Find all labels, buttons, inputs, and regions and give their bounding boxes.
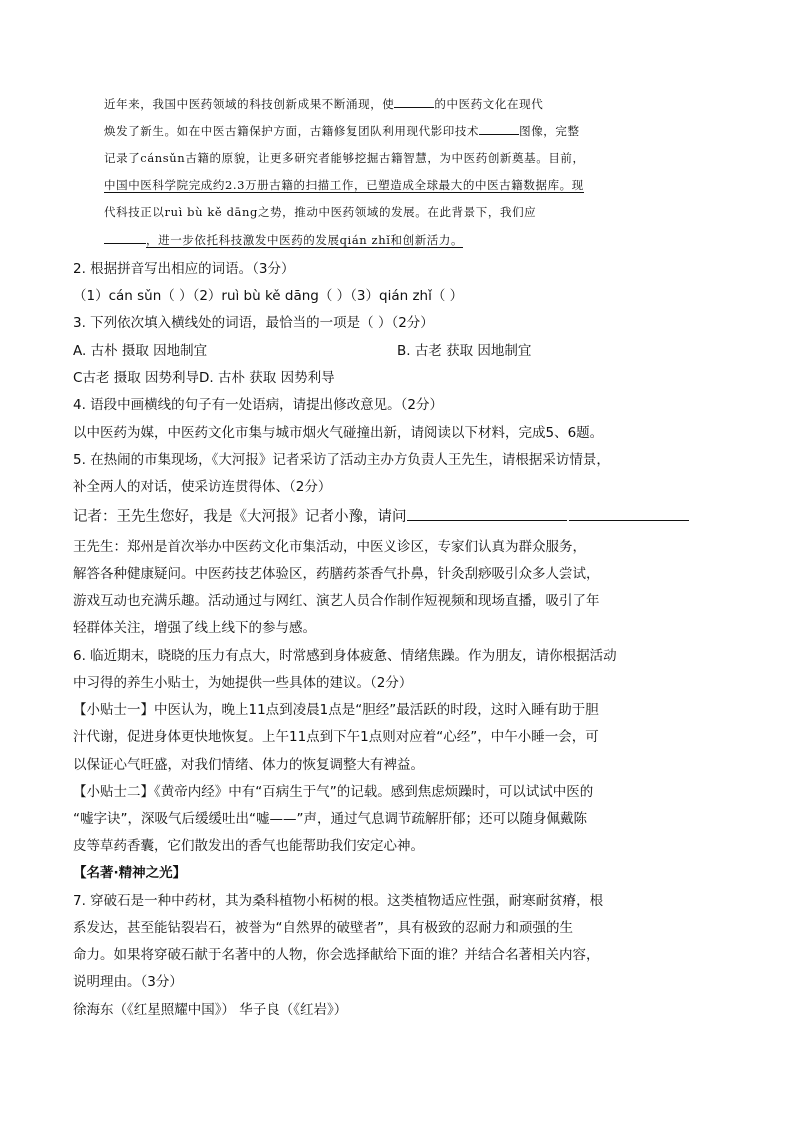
reporter-line <box>73 506 689 526</box>
question-7-line-3: 命力。如果将穿破石献于名著中的人物，你会选择献给下面的谁？并结合名著相关内容， <box>73 947 600 963</box>
question-3-stem: 3. 下列依次填入横线处的词语，最恰当的一项是（ ）（2分） <box>73 315 434 331</box>
question-7-line-2: 系发达，甚至能钻裂岩石，被誉为“自然界的破壁者”，具有极致的忍耐力和顽强的生 <box>73 920 573 936</box>
wang-line-4: 轻群体关注，增强了线上线下的参与感。 <box>73 620 316 636</box>
passage-text: 图像，完整 <box>519 124 580 138</box>
question-6-line-2: 中习得的养生小贴士，为她提供一些具体的建议。（2分） <box>73 675 413 691</box>
section-heading: 【名著·精神之光】 <box>73 865 187 881</box>
passage-text: 近年来，我国中医药领域的科技创新成果不断涌现，使 <box>104 97 395 111</box>
passage-line-3: 记录了cánsǔn古籍的原貌，让更多研究者能够挖掘古籍智慧，为中医药创新奠基。目前， <box>104 151 585 165</box>
fill-blank-1 <box>394 95 434 108</box>
passage-line-1 <box>104 95 543 113</box>
passage-text: 的中医药文化在现代 <box>434 97 544 111</box>
passage-text: 焕发了新生。如在中医古籍保护方面，古籍修复团队利用现代影印技术 <box>104 124 480 138</box>
passage-line-5: 代科技正以ruì bù kě dāng之势，推动中医药领域的发展。在此背景下，我们应 <box>104 205 537 219</box>
wang-line-2: 解答各种健康疑问。中医药技艺体验区，药膳药茶香气扑鼻，针灸刮痧吸引众多人尝试， <box>73 566 600 582</box>
tip-2-line-2: “嘘字诀”，深吸气后缓缓吐出“嘘——”声，通过气息调节疏解肝郁；还可以随身佩戴陈 <box>73 811 587 827</box>
material-intro: 以中医药为媒，中医药文化市集与城市烟火气碰撞出新，请阅读以下材料，完成5、6题。 <box>73 425 604 441</box>
question-7-line-1: 7. 穿破石是一种中药材，其为桑科植物小柘树的根。这类植物适应性强，耐寒耐贫瘠，根 <box>73 893 604 909</box>
tip-1-line-3: 以保证心气旺盛，对我们情绪、体力的恢复调整大有裨益。 <box>73 757 424 773</box>
question-4-stem: 4. 语段中画横线的句子有一处语病，请提出修改意见。（2分） <box>73 397 444 413</box>
tip-1-line-1: 【小贴士一】中医认为，晚上11点到凌晨1点是“胆经”最活跃的时段，这时入睡有助于胆 <box>73 702 599 718</box>
question-5-line-1: 5. 在热闹的市集现场，《大河报》记者采访了活动主办方负责人王先生，请根据采访情景， <box>73 452 610 468</box>
question-7-options: 徐海东（《红星照耀中国》） 华子良（《红岩》） <box>73 1002 348 1018</box>
tip-2-line-3: 皮等草药香囊，它们散发出的香气也能帮助我们安定心神。 <box>73 838 424 854</box>
question-7-line-4: 说明理由。（3分） <box>73 974 183 990</box>
passage-line-6 <box>104 231 463 249</box>
wang-line-3: 游戏互动也充满乐趣。活动通过与网红、演艺人员合作制作短视频和现场直播，吸引了年 <box>73 593 600 609</box>
question-6-line-1: 6. 临近期末，晓晓的压力有点大，时常感到身体疲惫、情绪焦躁。作为朋友，请你根据活动 <box>73 648 617 664</box>
question-5-line-2: 补全两人的对话，使采访连贯得体、（2分） <box>73 479 332 495</box>
underlined-sentence-end: ，进一步依托科技激发中医药的发展qián zhǐ和创新活力。 <box>146 233 464 247</box>
question-2-stem: 2. 根据拼音写出相应的词语。（3分） <box>73 261 295 277</box>
passage-line-2 <box>104 122 580 140</box>
fill-blank-3 <box>104 231 146 244</box>
passage-line-4 <box>104 176 584 194</box>
question-2-items: （1）cán sǔn（ ）（2）ruì bù kě dāng（ ）（3）qián zhǐ（ ） <box>73 288 464 304</box>
tip-1-line-2: 汁代谢，促进身体更快地恢复。上午11点到下午1点则对应着“心经”，中午小睡一会，可 <box>73 729 599 745</box>
question-3-option-a: A. 古朴 摄取 因地制宜 <box>73 343 208 359</box>
underlined-sentence: 中国中医科学院完成约2.3万册古籍的扫描工作，已塑造成全球最大的中医古籍数据库。现 <box>104 178 584 192</box>
wang-line-1: 王先生：郑州是首次举办中医药文化市集活动，中医义诊区，专家们认真为群众服务， <box>73 539 586 555</box>
answer-blank-1 <box>407 506 567 521</box>
reporter-text: 记者：王先生您好，我是《大河报》记者小豫，请问 <box>73 509 407 525</box>
tip-2-line-1: 【小贴士二】《黄帝内经》中有“百病生于气”的记载。感到焦虑烦躁时，可以试试中医的 <box>73 784 594 800</box>
question-3-option-b: B. 古老 获取 因地制宜 <box>397 343 532 359</box>
fill-blank-2 <box>479 122 519 135</box>
answer-blank-2 <box>569 506 689 521</box>
question-3-options-cd: C古老 摄取 因势利导D. 古朴 获取 因势利导 <box>73 370 335 386</box>
